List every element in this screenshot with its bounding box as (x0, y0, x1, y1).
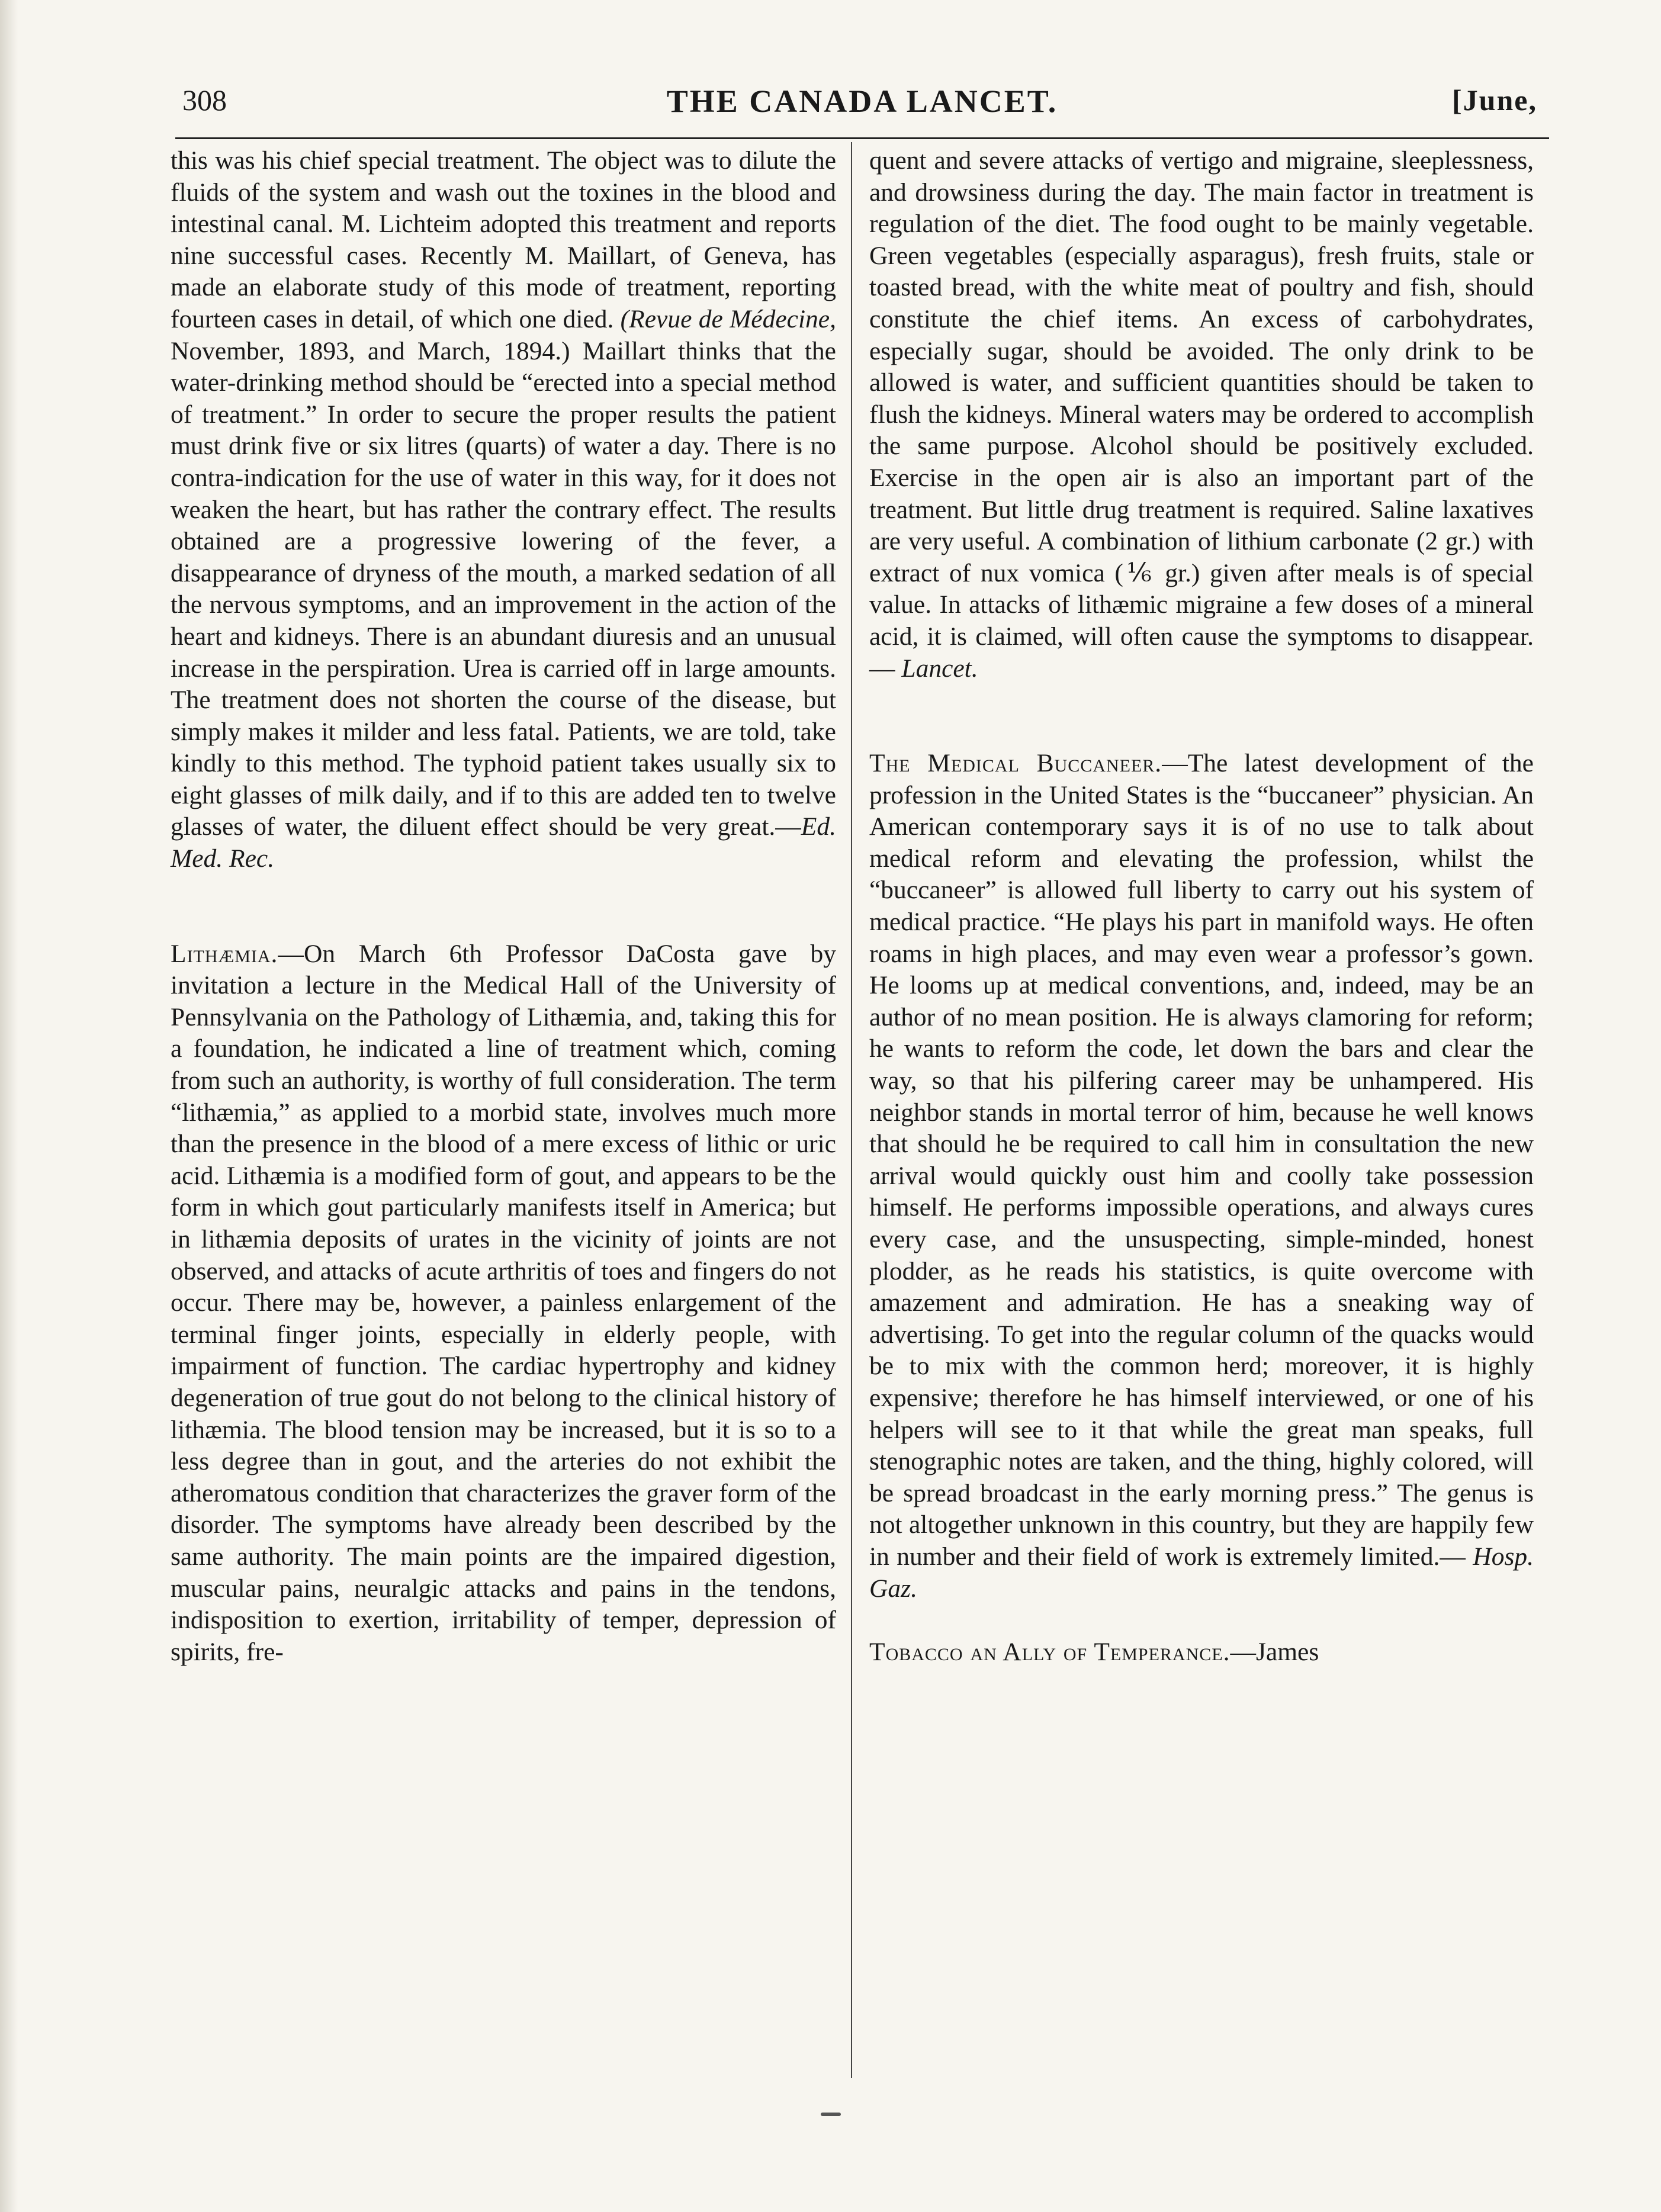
header-rule (175, 137, 1549, 139)
tobacco-text: —James (1230, 1638, 1319, 1667)
buccaneer-text: —The latest development of the profession in the United States is the “buccaneer” physician. An American contemporary says it is of no use to talk about medical reform and elevating the profession, whilst the “buccaneer” is allowed full liberty to carry out his system of medical practice. “He plays his part in manifold ways. He often roams in high places, and may even wear a professor’s gown. He looms up at medical conventions, and, indeed, may be an author of no mean position. He is always clamoring for reform; he wants to reform the code, let down the bars and clear the way, so that his pilfering career may be unhampered. His neighbor stands in mortal terror of him, because he well knows that should he be required to call him in consultation the new arrival would quickly oust him and coolly take possession himself. He performs impossible operations, and always cures every case, and the unsuspecting, simple-minded, honest plodder, as he reads his statistics, is quite overcome with amazement and admiration. He has a sneaking way of advertising. To get into the regular column of the quacks would be to mix with the common herd; moreover, it is highly expensive; therefore he has himself interviewed, or one of his helpers will see to it that while the great man speaks, full stenographic notes are taken, and the thing, highly colored, will be spread broadcast in the early morning press.” The genus is not altogether unknown in this country, but they are happily few in number and their field of work is extremely limited.— (869, 749, 1534, 1571)
lithaemia-continued-paragraph (869, 145, 1534, 684)
source-ed-med-rec: Ed. Med. Rec. (171, 812, 836, 873)
footer-mark (821, 2113, 841, 2116)
lithaemia-continued-text: quent and severe attacks of vertigo and migraine, sleeplessness, and drowsiness during the day. The main factor in treatment is regulation of the diet. The food ought to be mainly vegetable. Green vegetables (especially asparagus), fresh fruits, stale or toasted bread, with the white meat of poultry and fish, should constitute the chief items. An excess of carbohydrates, especially sugar, should be avoided. The only drink to be allowed is water, and sufficient quantities should be taken to flush the kidneys. Mineral waters may be ordered to accomplish the same purpose. Alcohol should be positively excluded. Exercise in the open air is also an important part of the treatment. But little drug treatment is required. Saline laxatives are very useful. A combination of lithium carbonate (2 gr.) with extract of nux vomica (⅙ gr.) given after meals is of special value. In attacks of lithæmic migraine a few doses of a mineral acid, it is claimed, will often cause the symptoms to disappear.— (869, 146, 1534, 683)
page-number: 308 (182, 83, 227, 117)
column-divider (851, 142, 852, 2078)
right-column (869, 145, 1534, 1668)
lithaemia-paragraph (171, 938, 836, 1668)
scan-edge-shadow (0, 0, 18, 2212)
source-lancet: Lancet. (901, 654, 978, 683)
lithaemia-heading: Lithæmia. (171, 939, 278, 968)
buccaneer-paragraph (869, 748, 1534, 1605)
water-treatment-paragraph (171, 145, 836, 875)
running-header (175, 83, 1549, 130)
left-column (171, 145, 836, 1668)
buccaneer-heading: The Medical Buccaneer. (869, 749, 1162, 778)
tobacco-paragraph (869, 1637, 1534, 1668)
water-treatment-text-cont: November, 1893, and March, 1894.) Maillart thinks that the water-drinking method should be “erected into a special method of treatment.” In order to secure the proper results the patient must drink five or six litres (quarts) of water a day. There is no contra-indication for the use of water in this way, for it does not weaken the heart, but has rather the contrary effect. The results obtained are a progressive lowering of the fever, a disappearance of dryness of the mouth, a marked sedation of all the nervous symptoms, and an improvement in the action of the heart and kidneys. There is an abundant diuresis and an unusual increase in the perspiration. Urea is carried off in large amounts. The treatment does not shorten the course of the disease, but simply makes it milder and less fatal. Patients, we are told, take kindly to this method. The typhoid patient takes usually six to eight glasses of milk daily, and if to this are added ten to twelve glasses of water, the diluent effect should be very great.— (171, 336, 836, 841)
lithaemia-text: —On March 6th Professor DaCosta gave by invitation a lecture in the Medical Hall of the University of Pennsylvania on the Pathology of Lithæmia, and, taking this for a foundation, he indicated a line of treatment which, coming from such an authority, is worthy of full consideration. The term “lithæmia,” as applied to a morbid state, involves much more than the presence in the blood of a mere excess of lithic or uric acid. Lithæmia is a modified form of gout, and appears to be the form in which gout particularly manifests itself in America; but in lithæmia deposits of urates in the vicinity of joints are not observed, and attacks of acute arthritis of toes and fingers do not occur. There may be, however, a painless enlargement of the terminal finger joints, especially in elderly people, with impairment of function. The cardiac hypertrophy and kidney degeneration of true gout do not belong to the clinical history of lithæmia. The blood tension may be increased, but it is so to a less degree than in gout, and the arteries do not exhibit the atheromatous condition that characterizes the graver form of the disorder. The symptoms have already been described by the same authority. The main points are the impaired digestion, muscular pains, neuralgic attacks and pains in the tendons, indisposition to exertion, irritability of temper, depression of spirits, fre- (171, 939, 836, 1666)
journal-title: THE CANADA LANCET. (666, 83, 1058, 119)
source-hosp-gaz: Hosp. Gaz. (869, 1542, 1534, 1603)
issue-month: [June, (1452, 83, 1537, 117)
citation-revue: (Revue de Médecine, (620, 304, 836, 333)
water-treatment-text: this was his chief special treatment. The object was to dilute the fluids of the system and wash out the toxines in the blood and intestinal canal. M. Lichteim adopted this treatment and reports nine successful cases. Recently M. Maillart, of Geneva, has made an elaborate study of this mode of treatment, reporting fourteen cases in detail, of which one died. (171, 146, 836, 333)
tobacco-heading: Tobacco an Ally of Temperance. (869, 1638, 1231, 1667)
